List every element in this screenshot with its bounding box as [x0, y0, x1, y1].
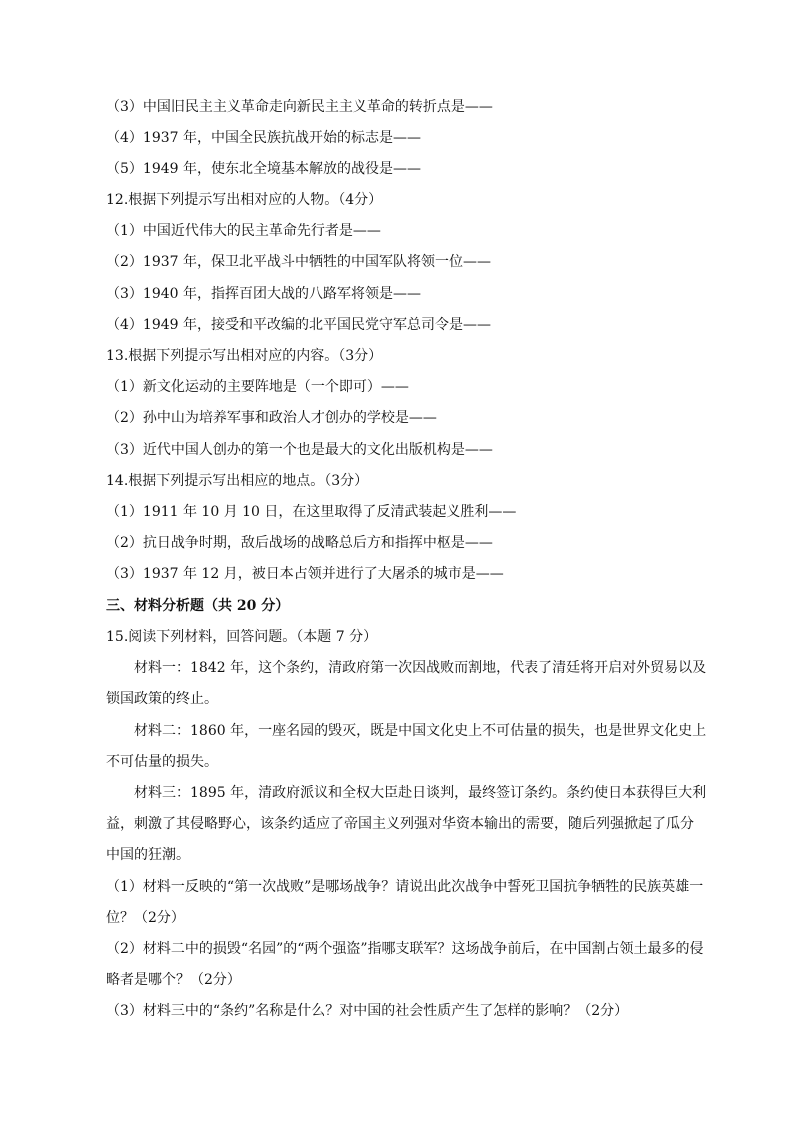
q15-material1-line1: 材料一：1842 年，这个条约，清政府第一次因战败而割地，代表了清廷将开启对外贸易以及	[134, 660, 707, 676]
q15-question1-line1: （1）材料一反映的“第一次战败”是哪场战争？请说出此次战争中誓死卫国抗争牺牲的民族英雄一	[106, 879, 704, 895]
section-3-title: 三、材料分析题（共 20 分）	[106, 598, 290, 614]
q12-item-4: （4）1949 年，接受和平改编的北平国民党守军总司令是——	[106, 317, 491, 333]
q13-heading: 13.根据下列提示写出相对应的内容。（3分）	[106, 348, 383, 364]
q15-question2-line1: （2）材料二中的损毁“名园”的“两个强盗”指哪支联军？这场战争前后，在中国割占领土最多的侵	[106, 941, 704, 957]
q15-question2-line2: 略者是哪个？（2分）	[106, 972, 241, 988]
q12-heading: 12.根据下列提示写出相对应的人物。（4分）	[106, 192, 383, 208]
q11-item-5: （5）1949 年，使东北全境基本解放的战役是——	[106, 161, 421, 177]
q14-item-2: （2）抗日战争时期，敌后战场的战略总后方和指挥中枢是——	[106, 535, 493, 551]
q11-item-3: （3）中国旧民主主义革命走向新民主主义革命的转折点是——	[106, 99, 493, 115]
q15-material3-line3: 中国的狂潮。	[106, 847, 190, 863]
q15-material1-line2: 锁国政策的终止。	[106, 691, 218, 707]
q15-heading: 15.阅读下列材料，回答问题。（本题 7 分）	[106, 629, 378, 645]
q15-material3-line2: 益，刺激了其侵略野心，该条约适应了帝国主义列强对华资本输出的需要，随后列强掀起了瓜分	[106, 816, 694, 832]
q13-item-2: （2）孙中山为培养军事和政治人才创办的学校是——	[106, 410, 437, 426]
q14-item-1: （1）1911 年 10 月 10 日，在这里取得了反清武装起义胜利——	[106, 504, 517, 520]
q15-question1-line2: 位？（2分）	[106, 910, 185, 926]
q12-item-3: （3）1940 年，指挥百团大战的八路军将领是——	[106, 286, 421, 302]
q14-heading: 14.根据下列提示写出相应的地点。（3分）	[106, 473, 369, 489]
q15-material3-line1: 材料三：1895 年，清政府派议和全权大臣赴日谈判，最终签订条约。条约使日本获得巨大利	[134, 785, 707, 801]
q15-question3: （3）材料三中的“条约”名称是什么？对中国的社会性质产生了怎样的影响？（2分）	[106, 1003, 629, 1019]
q13-item-3: （3）近代中国人创办的第一个也是最大的文化出版机构是——	[106, 442, 493, 458]
q15-material2-line2: 不可估量的损失。	[106, 754, 218, 770]
q11-item-4: （4）1937 年，中国全民族抗战开始的标志是——	[106, 130, 421, 146]
q12-item-1: （1）中国近代伟大的民主革命先行者是——	[106, 223, 381, 239]
q13-item-1: （1）新文化运动的主要阵地是（一个即可）——	[106, 379, 409, 395]
q12-item-2: （2）1937 年，保卫北平战斗中牺牲的中国军队将领一位——	[106, 254, 491, 270]
q15-material2-line1: 材料二：1860 年，一座名园的毁灭，既是中国文化史上不可估量的损失，也是世界文化史上	[134, 723, 707, 739]
q14-item-3: （3）1937 年 12 月，被日本占领并进行了大屠杀的城市是——	[106, 566, 504, 582]
